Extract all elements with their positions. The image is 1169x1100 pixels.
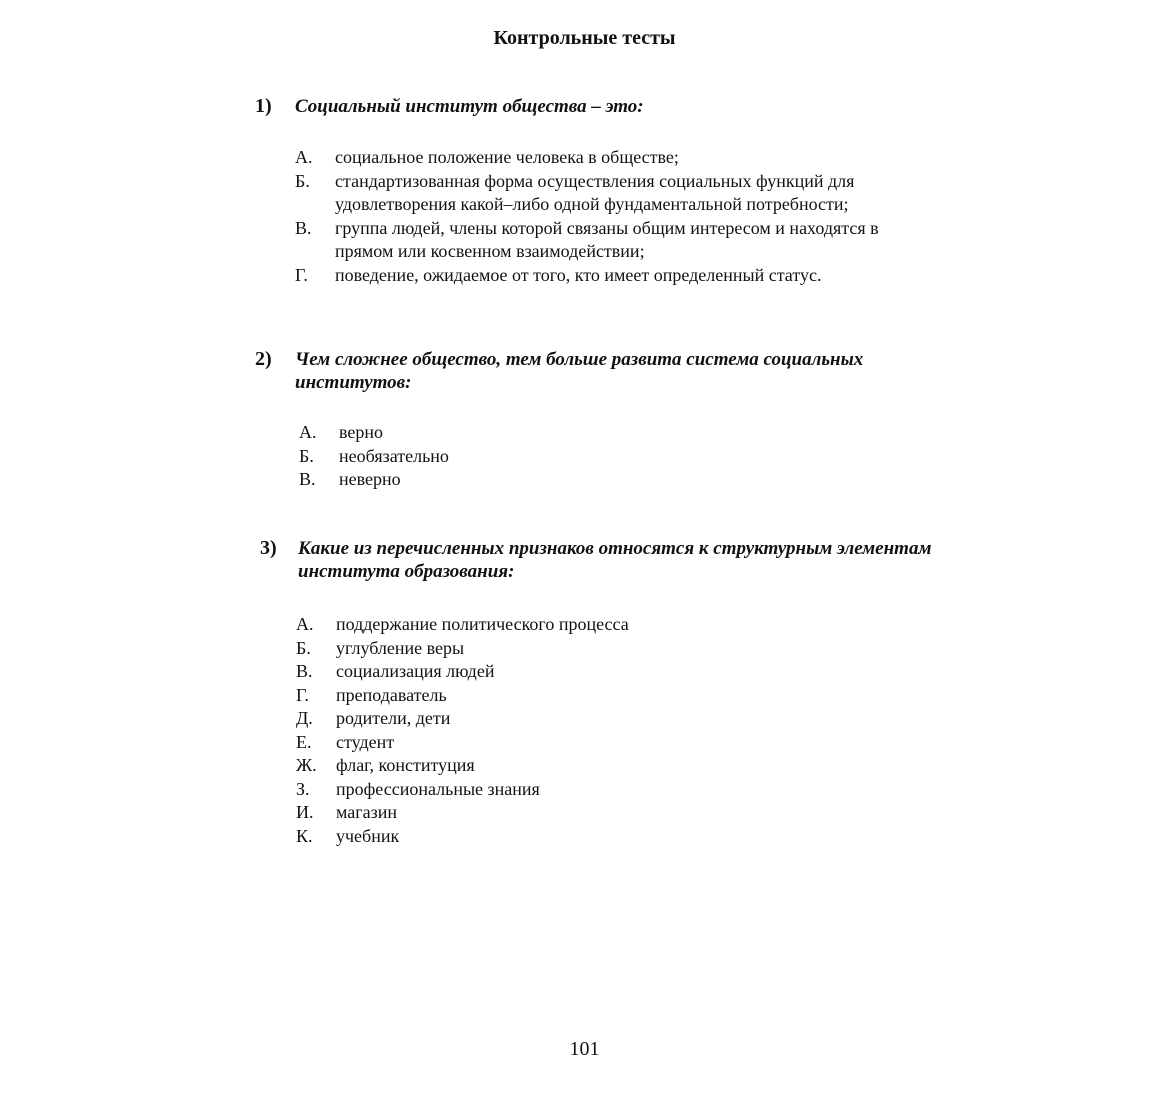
option-letter: Б.	[299, 445, 314, 466]
answer-option	[296, 637, 940, 661]
option-text: флаг, конституция	[336, 755, 475, 775]
answer-option	[296, 825, 940, 849]
option-text: верно	[339, 422, 384, 442]
question-number: 3)	[260, 537, 277, 559]
option-letter: Е.	[296, 731, 312, 752]
option-letter: Б.	[295, 170, 310, 191]
option-text: учебник	[336, 825, 400, 846]
option-letter: В.	[299, 469, 316, 489]
option-text: поведение, ожидаемое от того, кто имеет определенный статус.	[335, 264, 822, 285]
answer-option	[296, 684, 940, 708]
question-text: Социальный институт общества – это:	[295, 96, 644, 117]
answer-option	[296, 707, 940, 731]
option-letter: З.	[296, 778, 310, 799]
answer-option	[299, 421, 935, 445]
question-text: Какие из перечисленных признаков относятся к структурным элементам института образования:	[298, 538, 932, 582]
option-text: необязательно	[339, 445, 449, 466]
option-letter: А.	[299, 422, 317, 442]
option-text: неверно	[339, 469, 401, 489]
option-letter: Д.	[296, 708, 313, 728]
question-3	[260, 537, 940, 848]
question-text: Чем сложнее общество, тем больше развита система социальных институтов:	[295, 349, 864, 393]
option-letter: И.	[296, 802, 314, 822]
option-text: социальное положение человека в обществе;	[335, 147, 679, 167]
option-letter: Г.	[296, 684, 309, 705]
answer-option	[295, 170, 935, 217]
page-title: Контрольные тесты	[493, 27, 676, 49]
answer-options	[296, 613, 940, 848]
option-text: студент	[336, 731, 395, 752]
option-text: группа людей, члены которой связаны общим интересом и находятся в прямом или косвенном взаимодействии;	[335, 217, 879, 261]
option-letter: Ж.	[296, 755, 317, 775]
answer-option	[295, 217, 935, 264]
option-letter: Г.	[295, 264, 308, 285]
option-text: социализация людей	[336, 661, 495, 681]
option-letter: Б.	[296, 637, 311, 658]
option-text: профессиональные знания	[336, 778, 540, 799]
option-text: стандартизованная форма осуществления социальных функций для удовлетворения какой–либо одной фундаментальной потребности;	[335, 170, 855, 214]
answer-option	[296, 613, 940, 637]
question-2	[255, 348, 935, 492]
question-number: 2)	[255, 348, 272, 370]
option-text: поддержание политического процесса	[336, 614, 629, 634]
option-letter: В.	[295, 217, 312, 238]
page-number: 101	[569, 1038, 600, 1060]
option-letter: А.	[295, 147, 313, 167]
question-1	[255, 95, 935, 287]
option-text: преподаватель	[336, 684, 447, 705]
option-letter: В.	[296, 661, 313, 681]
answer-option	[295, 264, 935, 288]
answer-option	[299, 468, 935, 492]
answer-option	[296, 778, 940, 802]
question-number: 1)	[255, 95, 272, 117]
answer-option	[296, 731, 940, 755]
answer-option	[295, 146, 935, 170]
answer-option	[299, 445, 935, 469]
answer-option	[296, 660, 940, 684]
answer-option	[296, 754, 940, 778]
option-letter: А.	[296, 614, 314, 634]
option-text: углубление веры	[336, 637, 465, 658]
answer-options	[295, 146, 935, 287]
answer-option	[296, 801, 940, 825]
option-text: магазин	[336, 802, 398, 822]
option-letter: К.	[296, 825, 313, 846]
option-text: родители, дети	[336, 708, 451, 728]
answer-options	[299, 421, 935, 492]
